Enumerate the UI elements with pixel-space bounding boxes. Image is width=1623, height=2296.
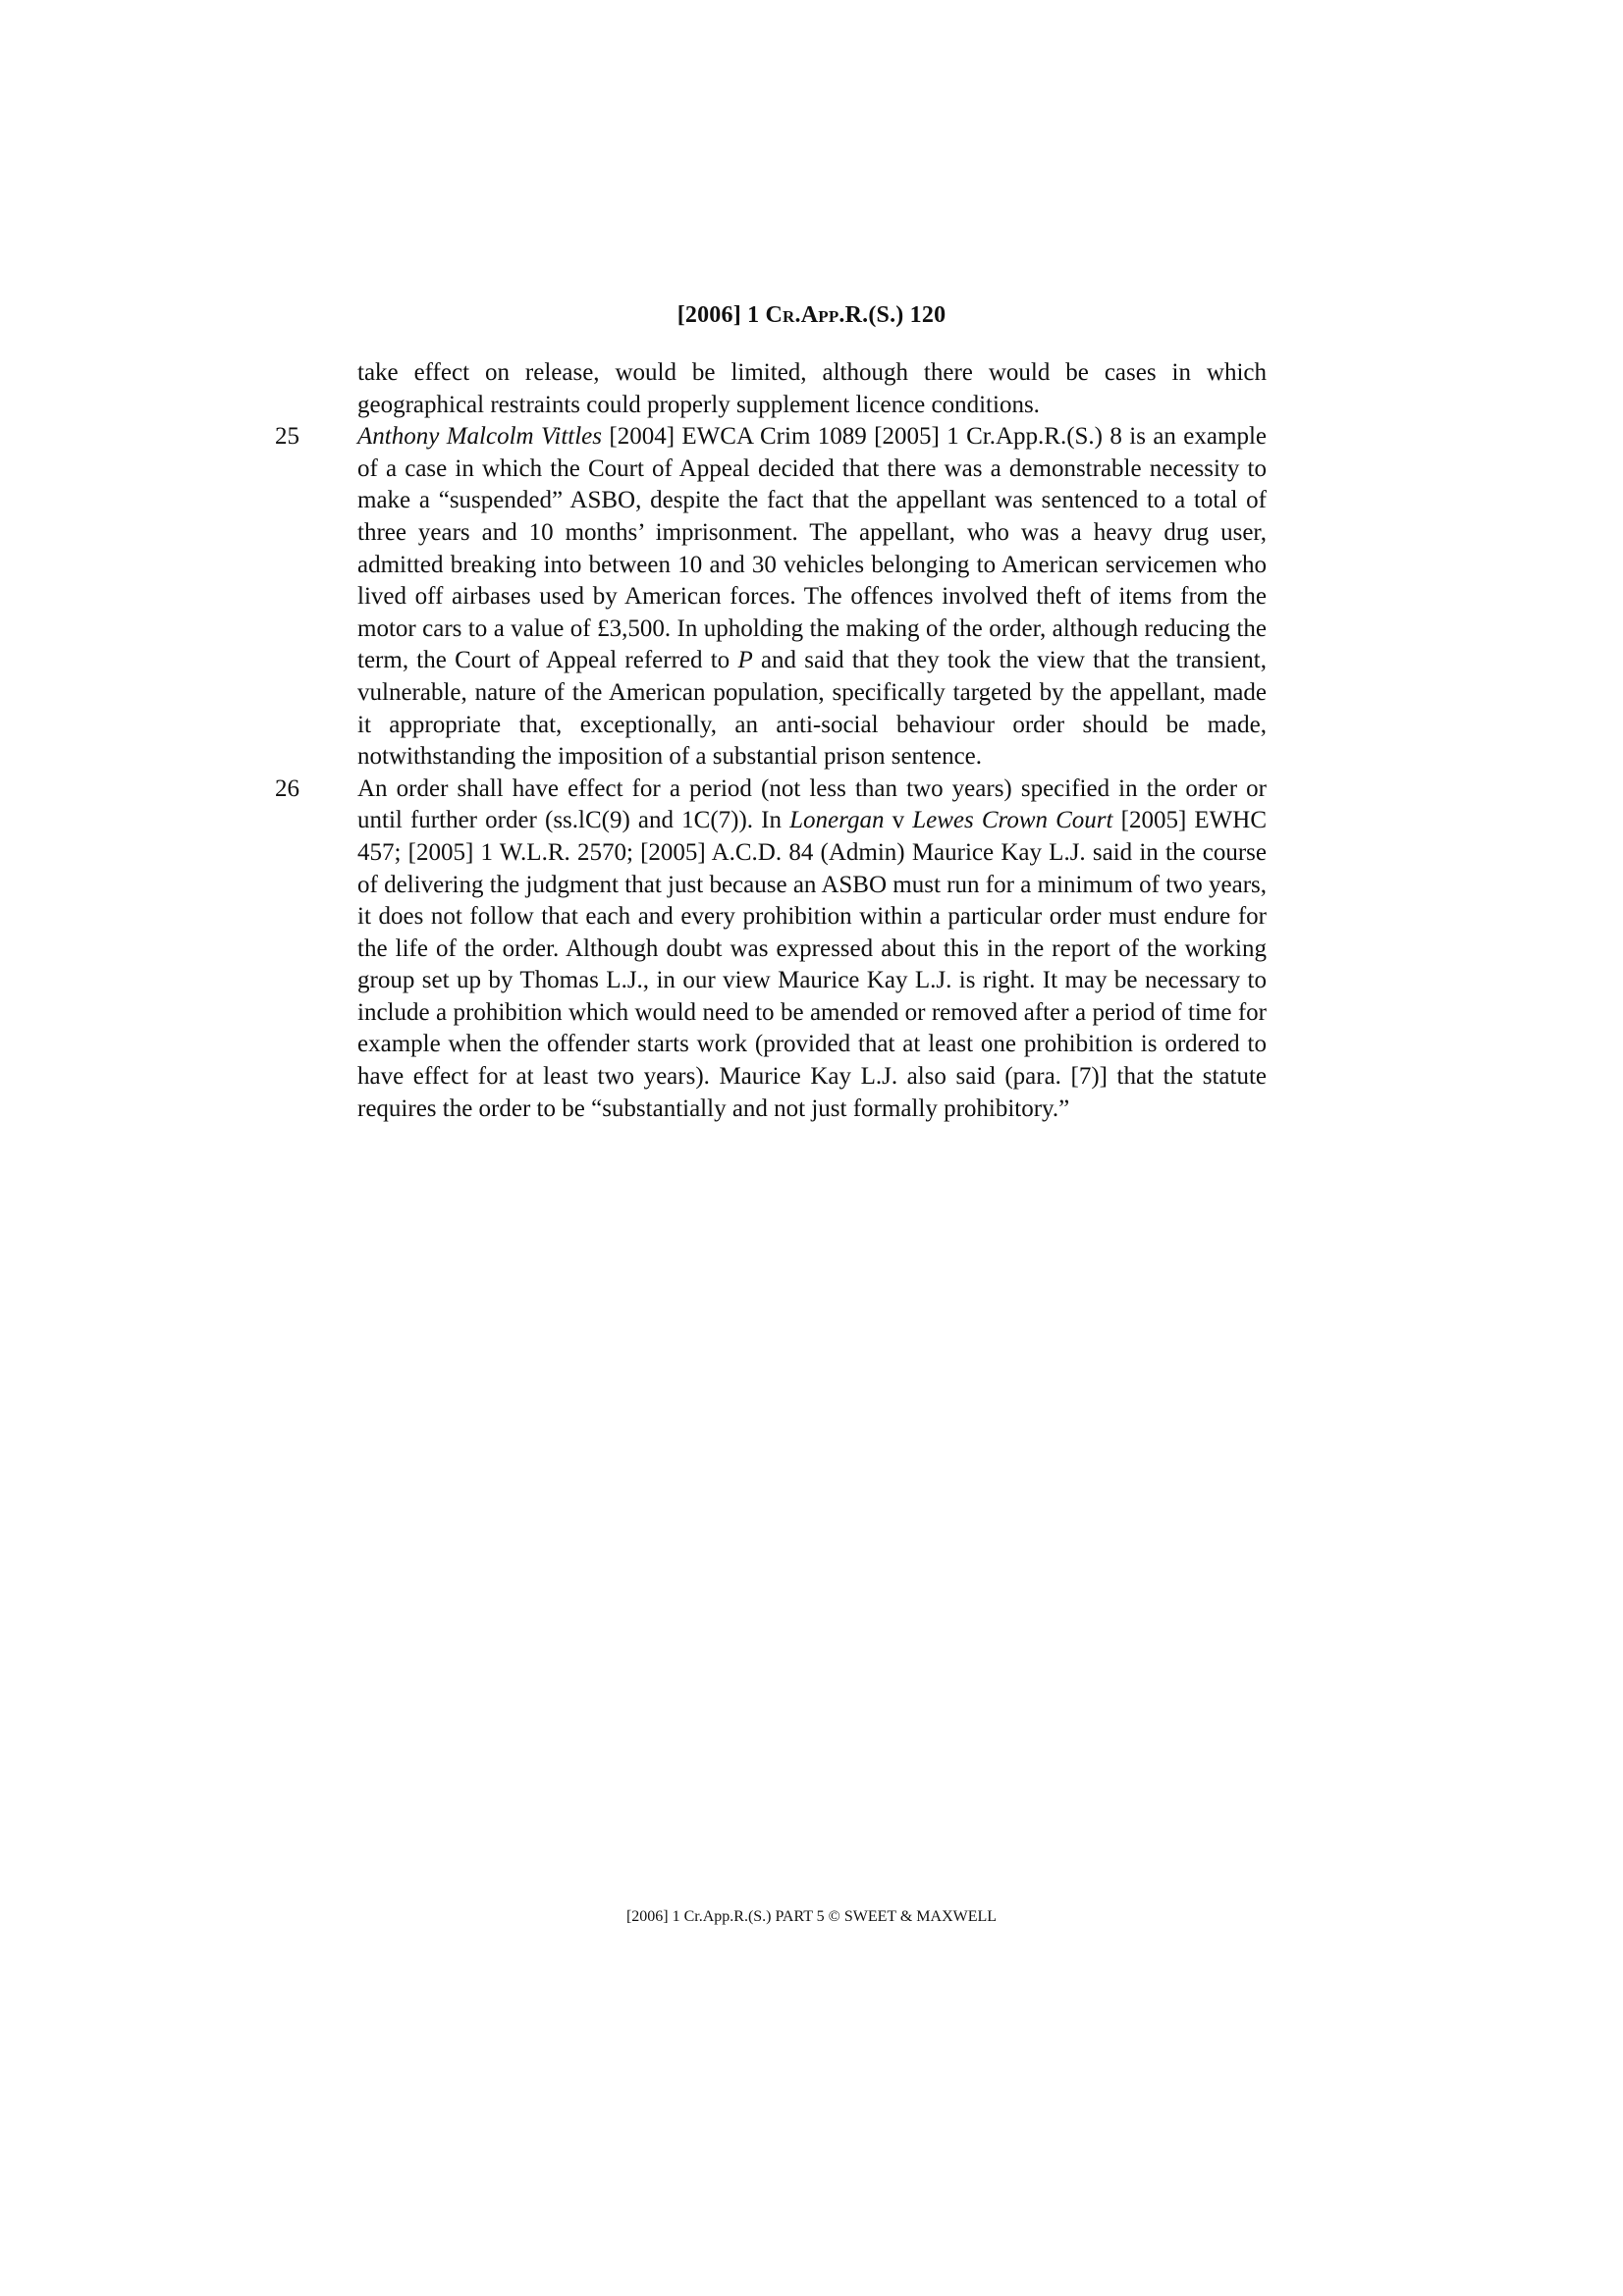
text-segment: [2004] EWCA Crim 1089 [2005] 1 Cr.App.R.(S.) 8 is an example of a case in which the Court of Appeal decided that there was a demonstrable necessity to make a “suspended” ASBO, despite the fact that the appellant was sentenced to a total of three years and 10 months’ imprisonment. The appellant, who was a heavy drug user, admitted breaking into between 10 and 30 vehicles belonging to American servicemen who lived off airbases used by American forces. The offences involved theft of items from the motor cars to a value of £3,500. In upholding the making of the order, although reducing the term, the Court of Appeal referred to xyxy=(357,423,1267,674)
text-segment: and said that they took the view that the transient, vulnerable, nature of the American population, specifically targeted by the appellant, made it appropriate that, exceptionally, an anti-social behaviour order should be made, notwithstanding the imposition of a substantial prison sentence. xyxy=(357,647,1267,771)
case-name-p: P xyxy=(737,647,753,674)
paragraph-number: 25 xyxy=(275,423,299,451)
paragraph-continuation xyxy=(357,357,1267,421)
text-segment: An order shall have effect for a period (not less than two years) specified in the order or until further order (ss.lC(9) and 1C(7)). In xyxy=(357,774,1267,834)
paragraph-25 xyxy=(275,421,1267,774)
page-footer: [2006] 1 Cr.App.R.(S.) PART 5 © SWEET & MAXWELL xyxy=(625,1908,998,1925)
text-segment: take effect on release, would be limited, although there would be cases in which geographical restraints could properly supplement licence conditions. xyxy=(357,359,1267,418)
text-segment: v xyxy=(884,807,913,834)
running-head xyxy=(0,302,1623,329)
text-segment: [2005] EWHC 457; [2005] 1 W.L.R. 2570; [2005] A.C.D. 84 (Admin) Maurice Kay L.J. said in the course of delivering the judgment that just because an ASBO must run for a minimum of two years, it does not follow that each and every prohibition within a particular order must endure for the life of the order. Although doubt was expressed about this in the report of the working group set up by Thomas L.J., in our view Maurice Kay L.J. is right. It may be necessary to include a prohibition which would need to be amended or removed after a period of time for example when the offender starts work (provided that at least one prohibition is ordered to have effect for at least two years). Maurice Kay L.J. also said (para. [7)] that the statute requires the order to be “substantially and not just formally prohibitory.” xyxy=(357,807,1267,1122)
case-name-lonergan: Lonergan xyxy=(789,807,885,834)
case-name-lewes-crown-court: Lewes Crown Court xyxy=(912,807,1113,834)
running-head-smallcaps: Cr.App.R. xyxy=(765,302,869,328)
paragraph-26 xyxy=(275,774,1267,1126)
body-text xyxy=(275,357,1267,1125)
paragraph-number: 26 xyxy=(275,774,299,802)
running-head-prefix: [2006] 1 xyxy=(676,302,766,328)
case-name-vittles: Anthony Malcolm Vittles xyxy=(357,423,602,451)
running-head-suffix: (S.) 120 xyxy=(868,302,947,328)
